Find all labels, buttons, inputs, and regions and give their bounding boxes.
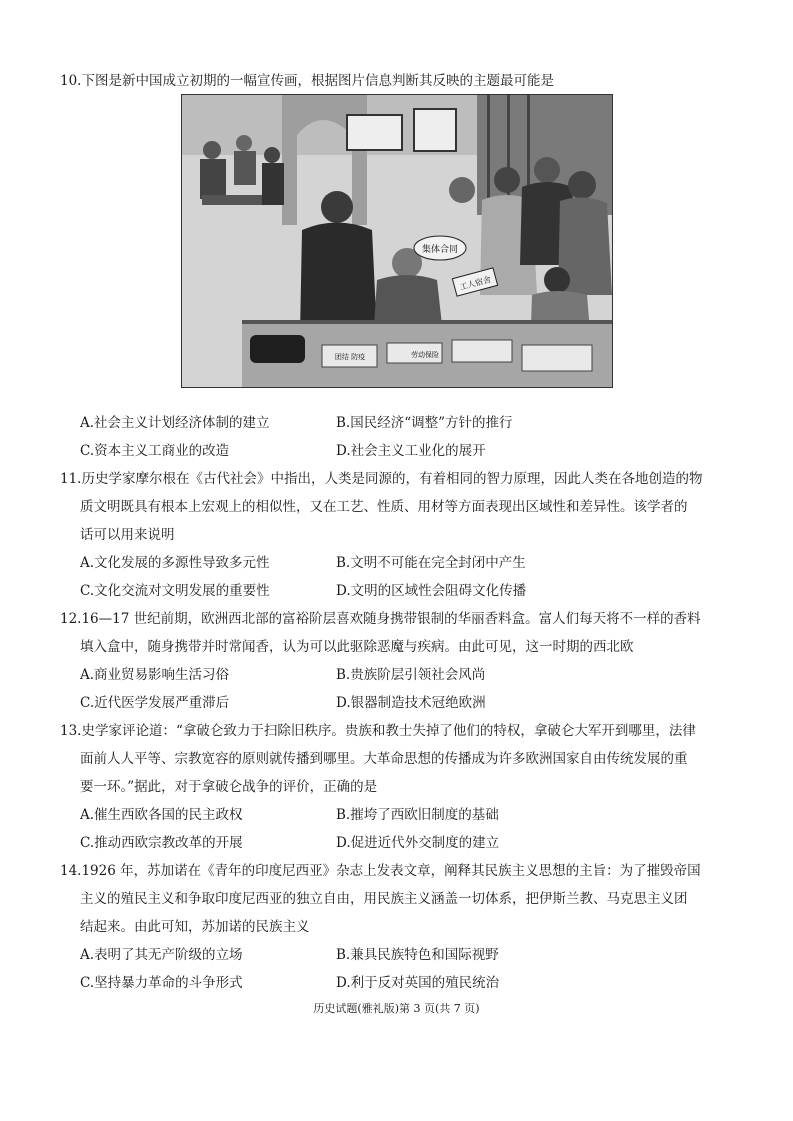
question-11-stem: 11.历史学家摩尔根在《古代社会》中指出，人类是同源的，有着相同的智力原理，因此人类在各地创造的物	[60, 471, 703, 487]
poster-sign-dormitory: 工人宿舍	[458, 274, 493, 292]
question-14-stem-line-3: 结起来。由此可知，苏加诺的民族主义	[80, 919, 310, 935]
q11-option-c[interactable]: C.文化交流对文明发展的重要性	[80, 583, 270, 599]
question-12-stem-line-2: 填入盒中，随身携带并时常闻香，认为可以此驱除恶魔与疾病。由此可见，这一时期的西北欧	[80, 639, 634, 655]
propaganda-poster-image	[181, 94, 613, 388]
q11-option-d[interactable]: D.文明的区域性会阻碍文化传播	[336, 583, 527, 599]
question-10-stem: 10.下图是新中国成立初期的一幅宣传画，根据图片信息判断其反映的主题最可能是	[60, 73, 554, 89]
question-13-stem-line-2: 面前人人平等、宗教宽容的原则就传播到哪里。大革命思想的传播成为许多欧洲国家自由传统发展的重	[80, 751, 688, 767]
question-13-stem: 13.史学家评论道：“拿破仑致力于扫除旧秩序。贵族和教士失掉了他们的特权，拿破仑大军开到哪里，法律	[60, 723, 696, 739]
q10-option-a[interactable]: A.社会主义计划经济体制的建立	[80, 415, 270, 431]
q13-option-c[interactable]: C.推动西欧宗教改革的开展	[80, 835, 243, 851]
q13-option-b[interactable]: B.摧垮了西欧旧制度的基础	[336, 807, 499, 823]
question-14-stem-line-2: 主义的殖民主义和争取印度尼西亚的独立自由，用民族主义涵盖一切体系，把伊斯兰教、马克思主义团	[80, 891, 688, 907]
poster-sign-epidemic: 团结 防疫	[334, 353, 366, 361]
question-11-stem-line-2: 质文明既具有根本上宏观上的相似性，又在工艺、性质、用材等方面表现出区域性和差异性。该学者的	[80, 499, 688, 515]
q11-option-a[interactable]: A.文化发展的多源性导致多元性	[80, 555, 270, 571]
question-11-stem-line-3: 话可以用来说明	[80, 527, 175, 543]
q10-option-d[interactable]: D.社会主义工业化的展开	[336, 443, 486, 459]
question-13-stem-line-3: 要一环。”据此，对于拿破仑战争的评价，正确的是	[80, 779, 378, 795]
q10-option-b[interactable]: B.国民经济“调整”方针的推行	[336, 415, 513, 431]
q13-option-d[interactable]: D.促进近代外交制度的建立	[336, 835, 500, 851]
question-12-stem: 12.16—17 世纪前期，欧洲西北部的富裕阶层喜欢随身携带银制的华丽香料盒。富人们每天将不一样的香料	[60, 611, 701, 627]
poster-sign-contract: 集体合同	[421, 245, 459, 255]
q12-option-c[interactable]: C.近代医学发展严重滞后	[80, 695, 230, 711]
q12-option-a[interactable]: A.商业贸易影响生活习俗	[80, 667, 230, 683]
q13-option-a[interactable]: A.催生西欧各国的民主政权	[80, 807, 243, 823]
q12-option-d[interactable]: D.银器制造技术冠绝欧洲	[336, 695, 486, 711]
q10-option-c[interactable]: C.资本主义工商业的改造	[80, 443, 230, 459]
q14-option-c[interactable]: C.坚持暴力革命的斗争形式	[80, 975, 243, 991]
q11-option-b[interactable]: B.文明不可能在完全封闭中产生	[336, 555, 526, 571]
q14-option-b[interactable]: B.兼具民族特色和国际视野	[336, 947, 499, 963]
q14-option-a[interactable]: A.表明了其无产阶级的立场	[80, 947, 243, 963]
page-footer: 历史试题(雅礼版)第 3 页(共 7 页)	[313, 1002, 480, 1015]
q14-option-d[interactable]: D.利于反对英国的殖民统治	[336, 975, 500, 991]
q12-option-b[interactable]: B.贵族阶层引领社会风尚	[336, 667, 486, 683]
poster-sign-insurance: 劳动保险	[411, 351, 439, 359]
question-14-stem: 14.1926 年，苏加诺在《青年的印度尼西亚》杂志上发表文章，阐释其民族主义思想的主旨：为了摧毁帝国	[60, 863, 701, 879]
